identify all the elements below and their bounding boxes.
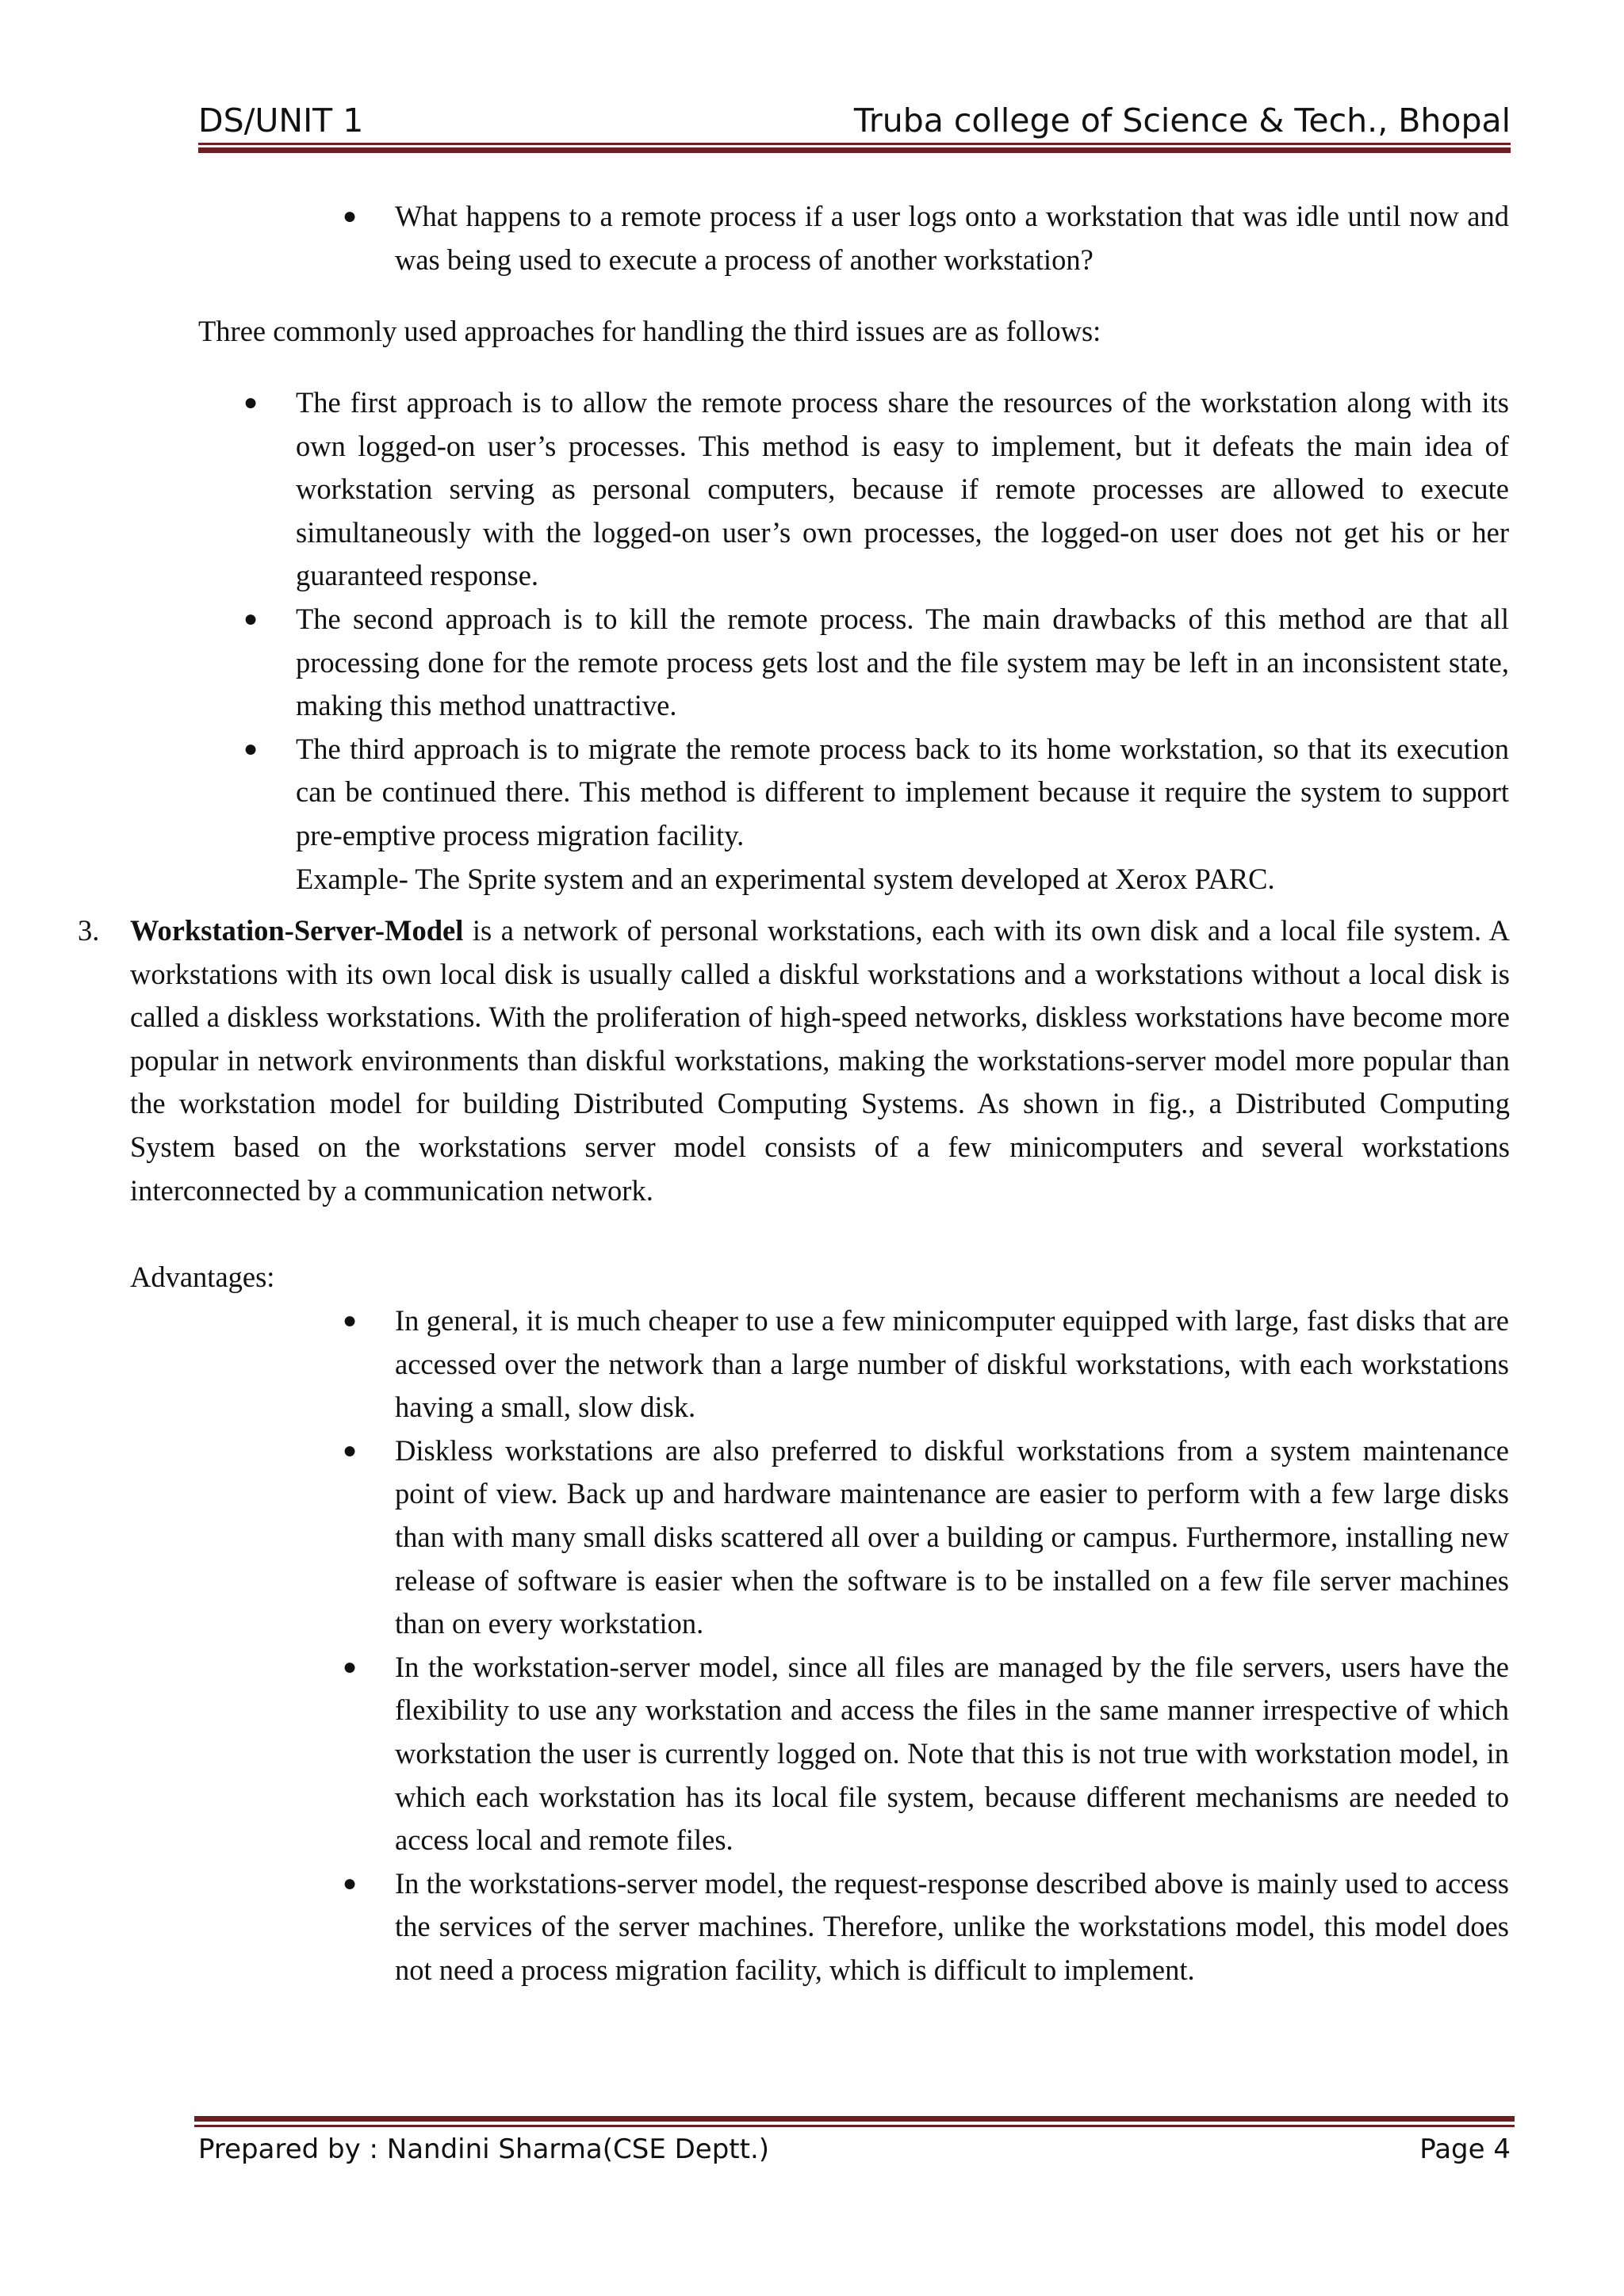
bullet-icon: ●	[343, 1437, 358, 1464]
bullet-text: Diskless workstations are also preferred to diskful workstations from a system maintenance point of view. Back up and hardware maintenance are easier to perform with a few large disks than with many small disks scattered all over a building or campus. Furthermore, installing new release of software is easier when the software is to be installed on a few file server machines than on every workstation.	[395, 1433, 1509, 1640]
list-item	[243, 728, 1509, 858]
section-number: 3.	[78, 914, 100, 947]
bullet-text: The first approach is to allow the remote process share the resources of the workstation along with its own logged-on user’s processes. This method is easy to implement, but it defeats the main idea of workstation serving as personal computers, because if remote processes are allowed to execute simultaneously with the logged-on user’s own processes, the logged-on user does not get his or her guaranteed response.	[296, 386, 1509, 592]
bullet-icon: ●	[343, 1653, 358, 1680]
footer-author: Prepared by : Nandini Sharma(CSE Deptt.)	[198, 2133, 770, 2165]
bullet-icon: ●	[243, 735, 259, 762]
page-header	[198, 95, 1511, 140]
advantages-list	[343, 1299, 1509, 1992]
list-item	[243, 381, 1509, 598]
bullet-text: In the workstations-server model, the request-response described above is mainly used to access the services of the server machines. Therefore, unlike the workstations model, this model does not need a process migration facility, which is difficult to implement.	[395, 1866, 1509, 1986]
approaches-list	[243, 381, 1509, 901]
list-item	[243, 598, 1509, 728]
header-college: Truba college of Science & Tech., Bhopal	[853, 101, 1511, 140]
bullet-text: The third approach is to migrate the remote process back to its home workstation, so that its execution can be continued there. This method is different to implement because it require the system to support pre-emptive process migration facility.	[296, 732, 1509, 851]
bullet-icon: ●	[343, 1307, 358, 1334]
list-item	[343, 1646, 1509, 1862]
bullet-icon: ●	[343, 203, 358, 229]
page-number: Page 4	[1419, 2133, 1511, 2165]
top-bullet-list	[343, 195, 1509, 281]
section-text: is a network of personal workstations, each with its own disk and a local file system. A workstations with its own local disk is usually called a diskful workstations and a workstations without a local disk is called a diskless workstations. With the proliferation of high-speed networks, diskless workstations have become more popular in network environments than diskful workstations, making the workstations-server model more popular than the workstation model for building Distributed Computing Systems. As shown in fig., a Distributed Computing System based on the workstations server model consists of a few minicomputers and several workstations interconnected by a communication network.	[130, 914, 1510, 1207]
section-term: Workstation-Server-Model	[130, 914, 464, 947]
intro-paragraph: Three commonly used approaches for handling the third issues are as follows:	[198, 315, 1101, 347]
list-item	[343, 195, 1509, 281]
bullet-text: In the workstation-server model, since all files are managed by the file servers, users have the flexibility to use any workstation and access the files in the same manner irrespective of which workstation the user is currently logged on. Note that this is not true with workstation model, in which each workstation has its local file system, because different mechanisms are needed to access local and remote files.	[395, 1650, 1509, 1857]
bullet-icon: ●	[343, 1869, 358, 1896]
bullet-icon: ●	[243, 389, 259, 415]
bullet-text: What happens to a remote process if a user logs onto a workstation that was idle until now and was being used to execute a process of another workstation?	[395, 200, 1509, 276]
bullet-text: The second approach is to kill the remote process. The main drawbacks of this method are that all processing done for the remote process gets lost and the file system may be left in an inconsistent state, making this method unattractive.	[296, 602, 1509, 722]
list-item-example	[296, 858, 1509, 901]
bullet-text: In general, it is much cheaper to use a few minicomputer equipped with large, fast disks that are accessed over the network than a large number of diskful workstations, with each workstations having a small, slow disk.	[395, 1304, 1509, 1424]
advantages-label: Advantages:	[130, 1261, 275, 1293]
bullet-icon: ●	[243, 605, 259, 632]
header-course: DS/UNIT 1	[198, 101, 364, 140]
list-item	[343, 1429, 1509, 1646]
example-text: Example- The Sprite system and an experimental system developed at Xerox PARC.	[296, 862, 1275, 895]
footer-rule-thick	[194, 2116, 1515, 2122]
header-rule-thin	[198, 143, 1511, 145]
list-item	[343, 1299, 1509, 1429]
footer-rule-thin	[194, 2125, 1515, 2127]
section-paragraph	[130, 909, 1510, 1212]
header-rule-thick	[198, 147, 1511, 153]
list-item	[343, 1862, 1509, 1992]
page-footer	[198, 2133, 1511, 2173]
